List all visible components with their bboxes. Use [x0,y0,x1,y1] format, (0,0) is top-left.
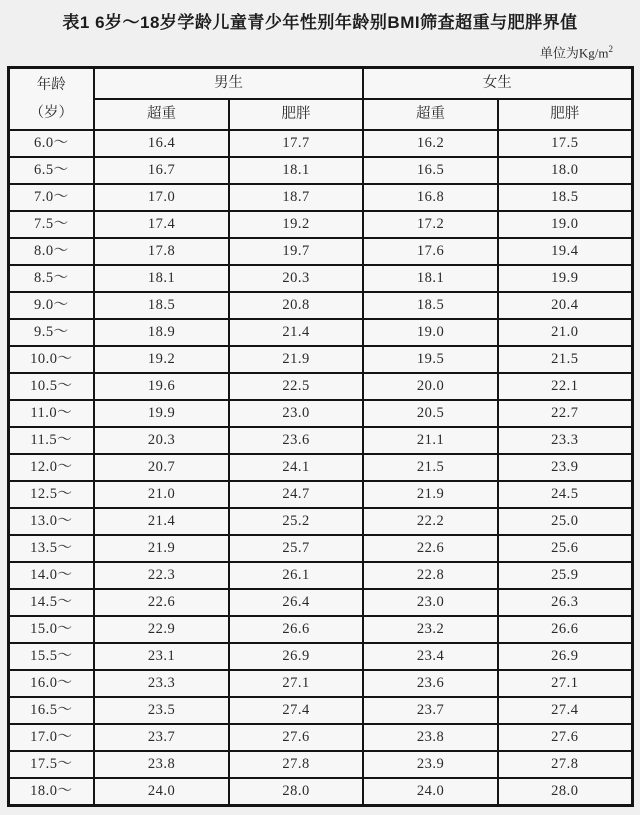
boys-obese-cell: 20.8 [229,292,363,319]
boys-overweight-cell: 17.4 [94,211,229,238]
boys-obese-cell: 28.0 [229,778,363,806]
age-cell: 7.5～ [8,211,94,238]
age-cell: 14.0～ [8,562,94,589]
girls-obese-cell: 26.3 [498,589,632,616]
boys-obese-cell: 25.2 [229,508,363,535]
age-cell: 16.5～ [8,697,94,724]
girls-overweight-cell: 16.8 [363,184,498,211]
boys-overweight-cell: 18.9 [94,319,229,346]
table-row [8,184,632,211]
table-row [8,535,632,562]
boys-overweight-cell: 17.0 [94,184,229,211]
girls-overweight-cell: 22.2 [363,508,498,535]
table-row [8,670,632,697]
unit-text: 单位为Kg/m [539,45,609,61]
boys-obese-cell: 24.1 [229,454,363,481]
boys-obese-cell: 17.7 [229,130,363,157]
boys-overweight-cell: 23.8 [94,751,229,778]
age-cell: 18.0～ [8,778,94,806]
table-row [8,373,632,400]
girls-obese-cell: 22.1 [498,373,632,400]
age-cell: 15.5～ [8,643,94,670]
boys-obese-cell: 19.2 [229,211,363,238]
table-row [8,778,632,806]
girls-obese-cell: 18.0 [498,157,632,184]
girls-obese-cell: 28.0 [498,778,632,806]
table-row [8,238,632,265]
age-cell: 8.0～ [8,238,94,265]
boys-obese-cell: 26.9 [229,643,363,670]
unit-superscript: 2 [608,44,613,54]
girls-overweight-cell: 18.1 [363,265,498,292]
table-row [8,130,632,157]
boys-obese-cell: 24.7 [229,481,363,508]
girls-obese-cell: 19.9 [498,265,632,292]
girls-obese-cell: 26.9 [498,643,632,670]
bmi-table [7,66,634,807]
girls-overweight-cell: 23.0 [363,589,498,616]
girls-overweight-cell: 21.1 [363,427,498,454]
table-row [8,211,632,238]
age-cell: 11.5～ [8,427,94,454]
boys-overweight-cell: 18.5 [94,292,229,319]
girls-obese-cell: 27.1 [498,670,632,697]
age-cell: 12.5～ [8,481,94,508]
girls-obese-cell: 27.8 [498,751,632,778]
girls-overweight-cell: 22.6 [363,535,498,562]
boys-overweight-header: 超重 [94,99,229,130]
table-row [8,643,632,670]
age-cell: 17.0～ [8,724,94,751]
girls-overweight-cell: 20.0 [363,373,498,400]
age-cell: 14.5～ [8,589,94,616]
table-row [8,157,632,184]
age-cell: 8.5～ [8,265,94,292]
boys-obese-cell: 18.7 [229,184,363,211]
boys-overweight-cell: 19.9 [94,400,229,427]
boys-overweight-cell: 20.7 [94,454,229,481]
boys-overweight-cell: 18.1 [94,265,229,292]
girls-overweight-cell: 17.6 [363,238,498,265]
table-row [8,319,632,346]
boys-obese-cell: 25.7 [229,535,363,562]
table-row [8,751,632,778]
boys-overweight-cell: 23.1 [94,643,229,670]
girls-obese-cell: 19.0 [498,211,632,238]
age-header-line2: （岁） [29,105,73,122]
boys-overweight-cell: 17.8 [94,238,229,265]
table-row [8,616,632,643]
boys-overweight-cell: 21.9 [94,535,229,562]
girls-overweight-cell: 18.5 [363,292,498,319]
girls-obese-cell: 27.6 [498,724,632,751]
age-column-header [8,68,94,131]
girls-obese-cell: 19.4 [498,238,632,265]
age-cell: 10.0～ [8,346,94,373]
age-cell: 6.0～ [8,130,94,157]
boys-obese-cell: 23.0 [229,400,363,427]
girls-overweight-cell: 23.4 [363,643,498,670]
girls-overweight-cell: 19.5 [363,346,498,373]
age-cell: 6.5～ [8,157,94,184]
boys-obese-cell: 18.1 [229,157,363,184]
age-cell: 9.5～ [8,319,94,346]
boys-group-header: 男生 [94,68,363,100]
header-row-groups [8,68,632,100]
table-row [8,508,632,535]
boys-overweight-cell: 21.0 [94,481,229,508]
girls-obese-cell: 23.9 [498,454,632,481]
age-cell: 15.0～ [8,616,94,643]
boys-obese-cell: 27.1 [229,670,363,697]
girls-overweight-cell: 20.5 [363,400,498,427]
boys-obese-cell: 26.4 [229,589,363,616]
table-row [8,427,632,454]
table-row [8,346,632,373]
table-row [8,454,632,481]
girls-overweight-cell: 23.8 [363,724,498,751]
boys-obese-cell: 23.6 [229,427,363,454]
boys-overweight-cell: 16.7 [94,157,229,184]
girls-obese-cell: 25.9 [498,562,632,589]
age-cell: 17.5～ [8,751,94,778]
boys-obese-cell: 19.7 [229,238,363,265]
boys-obese-cell: 22.5 [229,373,363,400]
boys-obese-cell: 27.4 [229,697,363,724]
girls-overweight-cell: 23.6 [363,670,498,697]
age-cell: 13.0～ [8,508,94,535]
girls-overweight-cell: 23.9 [363,751,498,778]
boys-overweight-cell: 23.3 [94,670,229,697]
boys-obese-cell: 26.1 [229,562,363,589]
table-row [8,481,632,508]
boys-overweight-cell: 22.6 [94,589,229,616]
boys-overweight-cell: 23.5 [94,697,229,724]
table-header [8,68,632,131]
girls-overweight-cell: 21.5 [363,454,498,481]
table-row [8,589,632,616]
girls-obese-cell: 18.5 [498,184,632,211]
girls-obese-cell: 27.4 [498,697,632,724]
girls-overweight-cell: 16.2 [363,130,498,157]
unit-label [0,41,640,61]
age-cell: 10.5～ [8,373,94,400]
girls-overweight-cell: 17.2 [363,211,498,238]
age-cell: 9.0～ [8,292,94,319]
table-row [8,697,632,724]
table-body [8,130,632,806]
table-row [8,265,632,292]
girls-obese-cell: 21.5 [498,346,632,373]
age-cell: 7.0～ [8,184,94,211]
boys-obese-cell: 27.6 [229,724,363,751]
table-row [8,400,632,427]
boys-obese-cell: 21.4 [229,319,363,346]
boys-overweight-cell: 23.7 [94,724,229,751]
age-cell: 12.0～ [8,454,94,481]
table-row [8,292,632,319]
girls-overweight-cell: 23.2 [363,616,498,643]
boys-obese-cell: 20.3 [229,265,363,292]
table-row [8,562,632,589]
boys-overweight-cell: 16.4 [94,130,229,157]
page-title: 表1 6岁～18岁学龄儿童青少年性别年龄别BMI筛查超重与肥胖界值 [62,13,578,32]
header-row-measures [8,99,632,130]
boys-obese-cell: 26.6 [229,616,363,643]
age-header-line1: 年龄 [36,77,66,94]
girls-obese-cell: 26.6 [498,616,632,643]
age-cell: 16.0～ [8,670,94,697]
boys-obese-cell: 21.9 [229,346,363,373]
girls-obese-cell: 23.3 [498,427,632,454]
girls-overweight-cell: 21.9 [363,481,498,508]
girls-overweight-cell: 16.5 [363,157,498,184]
boys-overweight-cell: 19.2 [94,346,229,373]
girls-group-header: 女生 [363,68,632,100]
girls-overweight-cell: 23.7 [363,697,498,724]
girls-obese-header: 肥胖 [498,99,632,130]
girls-obese-cell: 25.6 [498,535,632,562]
girls-obese-cell: 20.4 [498,292,632,319]
girls-obese-cell: 22.7 [498,400,632,427]
girls-obese-cell: 17.5 [498,130,632,157]
age-cell: 11.0～ [8,400,94,427]
girls-overweight-header: 超重 [363,99,498,130]
boys-overweight-cell: 21.4 [94,508,229,535]
girls-overweight-cell: 24.0 [363,778,498,806]
boys-overweight-cell: 20.3 [94,427,229,454]
age-cell: 13.5～ [8,535,94,562]
boys-overweight-cell: 19.6 [94,373,229,400]
girls-overweight-cell: 19.0 [363,319,498,346]
boys-overweight-cell: 24.0 [94,778,229,806]
girls-obese-cell: 21.0 [498,319,632,346]
boys-overweight-cell: 22.9 [94,616,229,643]
girls-obese-cell: 25.0 [498,508,632,535]
table-row [8,724,632,751]
boys-obese-cell: 27.8 [229,751,363,778]
girls-obese-cell: 24.5 [498,481,632,508]
boys-obese-header: 肥胖 [229,99,363,130]
boys-overweight-cell: 22.3 [94,562,229,589]
girls-overweight-cell: 22.8 [363,562,498,589]
